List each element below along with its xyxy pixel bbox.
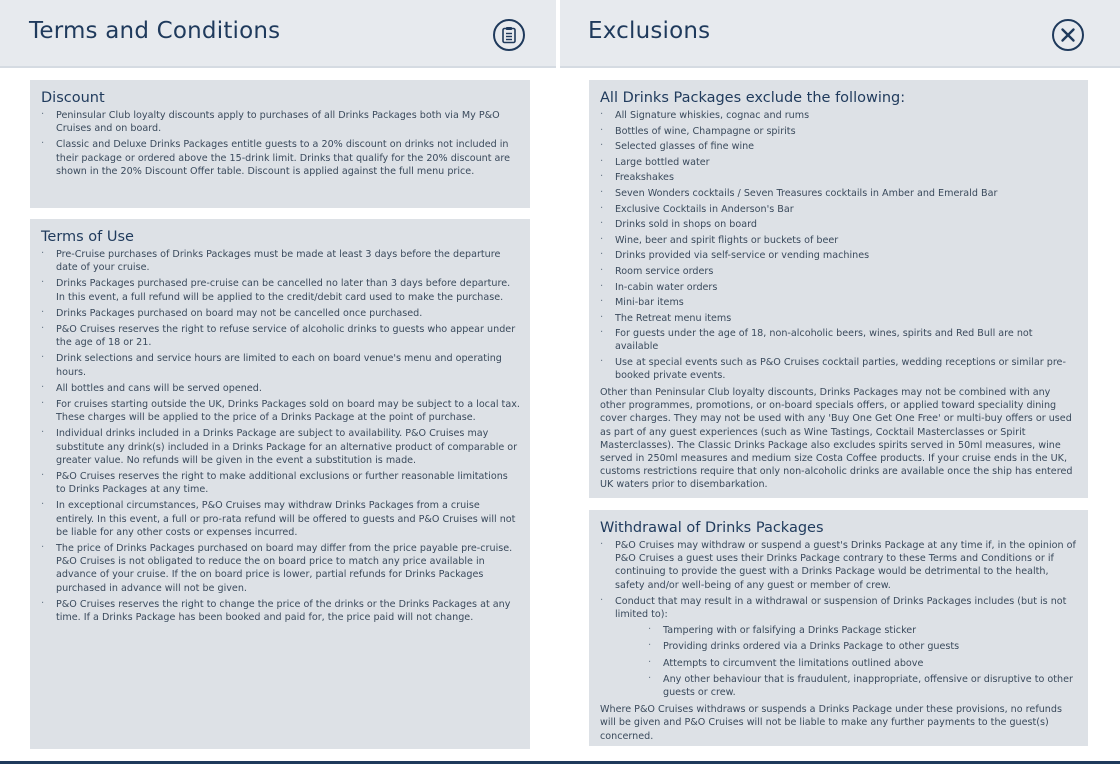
- list-item: · Use at special events such as P&O Cruises cocktail parties, wedding receptions or similar pre-booked private events.: [600, 356, 1078, 382]
- list-item: · Drinks Packages purchased on board may not be cancelled once purchased.: [41, 307, 520, 320]
- list-item: · Bottles of wine, Champagne or spirits: [600, 125, 1078, 138]
- list-item: · Any other behaviour that is fraudulent, inappropriate, offensive or disruptive to other guests or crew.: [648, 673, 1078, 699]
- list-item: · Large bottled water: [600, 156, 1078, 169]
- list-item: · Seven Wonders cocktails / Seven Treasures cocktails in Amber and Emerald Bar: [600, 187, 1078, 200]
- document-list-icon[interactable]: [493, 19, 525, 51]
- list-item: · Drink selections and service hours are limited to each on board venue's menu and operating hours.: [41, 352, 520, 378]
- exclusions-title: Exclusions: [588, 18, 711, 44]
- terms-of-use-heading: Terms of Use: [41, 229, 134, 245]
- exclusions-header: [560, 0, 1120, 68]
- list-item: · In-cabin water orders: [600, 281, 1078, 294]
- list-item: · Room service orders: [600, 265, 1078, 278]
- exclusions-paragraph: Other than Peninsular Club loyalty discounts, Drinks Packages may not be combined with any other programmes, promotions, or on-board specials offers, or applied toward speciality dining cover charges. They may not be used with any 'Buy One Get One Free' or multi-buy offers or used as part of any guest experiences (such as Wine Tastings, Cocktail Masterclasses or Spirit Masterclasses). The Classic Drinks Package also excludes spirits served in 50ml measures, wine served in 250ml measures and medium size Costa Coffee products. If your cruise ends in the UK, customs restrictions require that only non-alcoholic drinks are available once the ship has entered UK waters prior to disembarkation.: [600, 386, 1073, 491]
- list-item: · Classic and Deluxe Drinks Packages entitle guests to a 20% discount on drinks not included in their package or ordered above the 15-drink limit. Drinks that qualify for the 20% discount are shown in the 20% Discount Offer table. Discount is applied against the full menu price.: [41, 138, 520, 178]
- list-item: · Peninsular Club loyalty discounts apply to purchases of all Drinks Packages both via My P&O Cruises and on board.: [41, 109, 520, 135]
- list-item: · Providing drinks ordered via a Drinks Package to other guests: [648, 640, 1078, 653]
- list-item: · For guests under the age of 18, non-alcoholic beers, wines, spirits and Red Bull are not available: [600, 327, 1078, 353]
- exclusions-heading: All Drinks Packages exclude the following:: [600, 90, 906, 106]
- list-item: · Wine, beer and spirit flights or buckets of beer: [600, 234, 1078, 247]
- discount-panel: [30, 80, 530, 208]
- withdrawal-sub-list: [648, 624, 1078, 699]
- list-item: · Conduct that may result in a withdrawal or suspension of Drinks Packages includes (but is not limited to):: [600, 595, 1078, 621]
- list-item: · The Retreat menu items: [600, 312, 1078, 325]
- terms-of-use-panel: [30, 219, 530, 749]
- list-item: · P&O Cruises reserves the right to make additional exclusions or further reasonable limitations to Drinks Packages at any time.: [41, 470, 520, 496]
- list-item: · Attempts to circumvent the limitations outlined above: [648, 657, 1078, 670]
- list-item: · P&O Cruises reserves the right to refuse service of alcoholic drinks to guests who appear under the age of 18 or 21.: [41, 323, 520, 349]
- terms-of-use-list: [41, 248, 520, 624]
- list-item: · Drinks Packages purchased pre-cruise can be cancelled no later than 3 days before departure. In this event, a full refund will be applied to the credit/debit card used to make the purchase.: [41, 277, 520, 303]
- list-item: · Drinks sold in shops on board: [600, 218, 1078, 231]
- list-item: · Drinks provided via self-service or vending machines: [600, 249, 1078, 262]
- list-item: · Pre-Cruise purchases of Drinks Packages must be made at least 3 days before the departure date of your cruise.: [41, 248, 520, 274]
- list-item: · Selected glasses of fine wine: [600, 140, 1078, 153]
- list-item: · In exceptional circumstances, P&O Cruises may withdraw Drinks Packages from a cruise entirely. In this event, a full or pro-rata refund will be offered to guests and P&O Cruises will not be liable for any other costs or expenses incurred.: [41, 499, 520, 539]
- list-item: · P&O Cruises reserves the right to change the price of the drinks or the Drinks Packages at any time. If a Drinks Package has been booked and paid for, the price paid will not change.: [41, 598, 520, 624]
- list-item: · For cruises starting outside the UK, Drinks Packages sold on board may be subject to a local tax. These charges will be applied to the price of a Drinks Package at the point of purchase.: [41, 398, 520, 424]
- close-icon[interactable]: [1052, 19, 1084, 51]
- list-item: · Individual drinks included in a Drinks Package are subject to availability. P&O Cruises may substitute any drink(s) included in a Drinks Package for an alternative product of comparable or greater value. No refunds will be given in the event a substitution is made.: [41, 427, 520, 467]
- withdrawal-heading: Withdrawal of Drinks Packages: [600, 520, 824, 536]
- list-item: · The price of Drinks Packages purchased on board may differ from the price payable pre-cruise. P&O Cruises is not obligated to reduce the on board price to match any price available in advance of your cruise. If the on board price is lower, partial refunds for Drinks Packages purchased in advance will not be given.: [41, 542, 520, 595]
- terms-header: [0, 0, 556, 68]
- list-item: · Exclusive Cocktails in Anderson's Bar: [600, 203, 1078, 216]
- list-item: · All bottles and cans will be served opened.: [41, 382, 520, 395]
- withdrawal-panel: [589, 510, 1088, 746]
- list-item: · All Signature whiskies, cognac and rums: [600, 109, 1078, 122]
- discount-heading: Discount: [41, 90, 105, 106]
- withdrawal-paragraph: Where P&O Cruises withdraws or suspends a Drinks Package under these provisions, no refunds will be given and P&O Cruises will not be liable to make any further payments to the guest(s) concerned.: [600, 704, 1062, 742]
- list-item: · Mini-bar items: [600, 296, 1078, 309]
- terms-title: Terms and Conditions: [29, 18, 281, 44]
- exclusions-panel: [589, 80, 1088, 498]
- list-item: · P&O Cruises may withdraw or suspend a guest's Drinks Package at any time if, in the opinion of P&O Cruises a guest uses their Drinks Package contrary to these Terms and Conditions or if continuing to provide the guest with a Drinks Package would be detrimental to the health, safety and/or well-being of any guest or member of crew.: [600, 539, 1078, 592]
- withdrawal-list: [600, 539, 1078, 621]
- list-item: · Freakshakes: [600, 171, 1078, 184]
- exclusions-list: [600, 109, 1078, 382]
- list-item: · Tampering with or falsifying a Drinks Package sticker: [648, 624, 1078, 637]
- discount-list: [41, 109, 520, 178]
